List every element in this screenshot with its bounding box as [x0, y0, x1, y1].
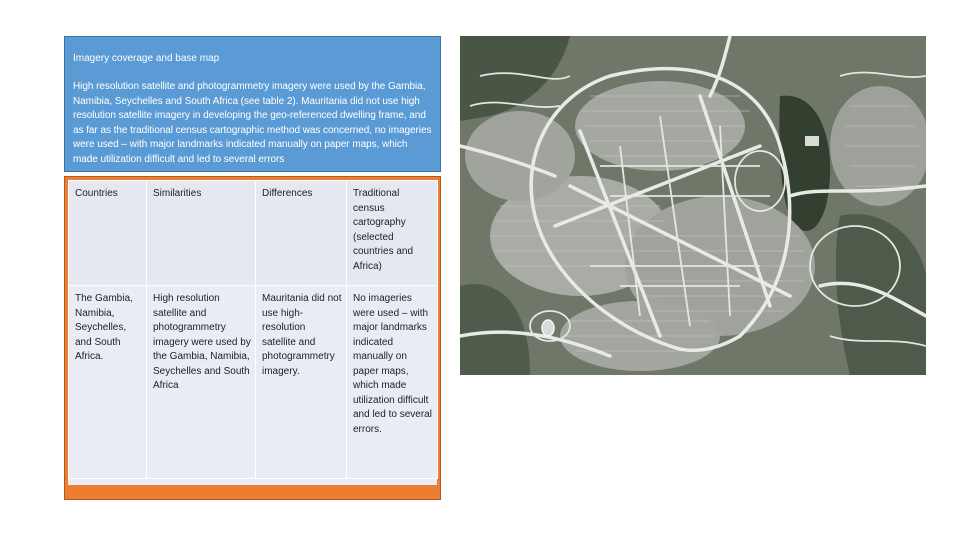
cell-countries: The Gambia, Namibia, Seychelles, and South Africa.	[69, 286, 147, 479]
header-differences: Differences	[256, 181, 347, 286]
header-traditional-cartography: Traditional census cartography (selected countries and Africa)	[347, 181, 438, 286]
aerial-map-image	[460, 36, 926, 375]
table-header-row	[69, 181, 438, 286]
cell-differences: Mauritania did not use high-resolution satellite and photogrammetry imagery.	[256, 286, 347, 479]
imagery-text-box	[64, 36, 441, 172]
aerial-map-icon	[460, 36, 926, 375]
oval-feature	[542, 320, 554, 336]
header-countries: Countries	[69, 181, 147, 286]
cell-traditional-cartography: No imageries were used – with major landmarks indicated manually on paper maps, which made utilization difficult and led to several errors.	[347, 286, 438, 479]
urban-district	[465, 111, 575, 201]
cell-similarities: High resolution satellite and photogrammetry imagery were used by the Gambia, Namibia, Seychelles and South Africa	[147, 286, 256, 479]
section-heading: Imagery coverage and base map	[73, 53, 220, 64]
section-body: High resolution satellite and photogrammetry imagery were used by the Gambia, Namibia, Seychelles and South Africa (see table 2). Mauritania did not use high resolution satellite imagery in developing the geo-referenced dwelling frame, and as far as the traditional census cartographic method was concerned, no imageries were used – with major landmarks indicated manually on paper maps, which made utilization difficult and led to several errors	[73, 81, 432, 165]
comparison-table-area	[68, 180, 437, 485]
header-similarities: Similarities	[147, 181, 256, 286]
comparison-table	[68, 180, 438, 479]
landmark-block	[805, 136, 819, 146]
comparison-table-frame	[64, 176, 441, 500]
table-row	[69, 286, 438, 479]
